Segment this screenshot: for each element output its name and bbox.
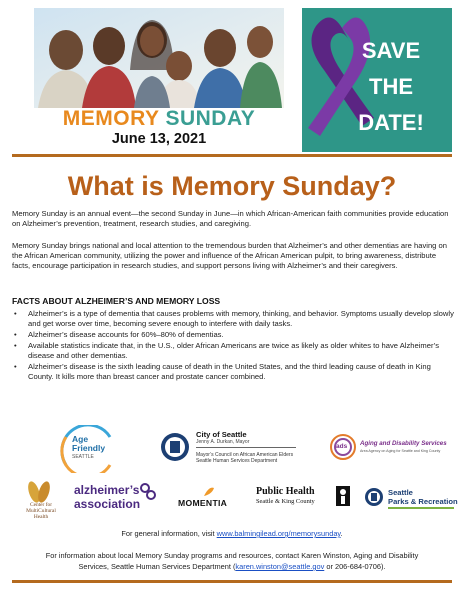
fact-item [12,330,454,340]
save-the-date-box [302,8,452,152]
public-health-line2: Seattle & King County [256,498,315,505]
save-line-2: THE [369,74,413,99]
local-info-prefix: Services, Seattle Human Services Department ( [78,562,236,571]
event-title [28,107,290,131]
alz-puzzle-icon [140,482,156,502]
family-photo [34,8,284,108]
age-friendly-logo [58,425,118,473]
parks-underline [388,507,454,509]
public-health-logo [256,486,352,514]
general-info-prefix: For general information, visit [121,529,217,538]
age-friendly-line3: SEATTLE [72,454,94,460]
ads-abbr: ads [336,443,348,450]
parks-line2: Parks & Recreation [388,497,458,506]
intro-paragraph: Memory Sunday is an annual event—the second Sunday in June—in which African-American faith communities provide education on Alzheimer’s prevention, treatment, research studies, and caregiving. [12,209,449,229]
header [0,0,464,152]
city-of-seattle-logo [160,430,294,472]
general-info [12,529,452,540]
bottom-divider [12,580,452,583]
public-health-line1: Public Health [256,486,315,497]
general-info-suffix: . [340,529,343,538]
local-info-suffix: or 206-684-0706). [324,562,386,571]
ads-title: Aging and Disability Services [360,440,447,447]
top-divider [12,154,452,157]
local-info-line2 [12,562,452,573]
contact-email-link[interactable]: karen.winston@seattle.gov [235,562,325,571]
fact-text: Alzheimer’s is a type of dementia that causes problems with memory, thinking, and behavior. Symptoms usually develop slowly and get worse over time, becoming severe enough to interfere with daily tasks. [28,309,454,328]
public-health-figure-icon [336,486,350,506]
bullet: • [14,330,17,339]
multicultural-health-logo [14,478,66,522]
event-date: June 13, 2021 [111,131,207,147]
event-title-word1: MEMORY [62,107,160,130]
multicultural-figures-icon [24,478,54,504]
fact-text: Alzheimer’s disease is the sixth leading cause of death in the United States, and the third leading cause of death in King County. It kills more than breast cancer and prostate cancer combined. [28,362,431,381]
save-line-1: SAVE [361,38,421,63]
facts-list [12,309,454,383]
city-divider [196,447,296,448]
multicultural-line1: Center for [29,502,52,508]
multicultural-line2: MultiCultural [26,508,56,514]
parks-recreation-logo [364,487,456,515]
facts-heading: FACTS ABOUT ALZHEIMER’S AND MEMORY LOSS [12,296,221,306]
ads-logo [330,434,450,464]
city-line2: Seattle Human Services Department [196,458,278,464]
bullet: • [14,362,17,371]
fact-item [12,362,454,382]
city-subtitle: Jenny A. Durkan, Mayor [196,439,250,445]
bullet: • [14,341,17,350]
multicultural-line3: Health [33,514,49,520]
alz-line2: association [74,497,141,511]
alz-line1: alzheimer’s [74,483,140,497]
momentia-logo [178,486,240,512]
ads-subtitle: Area Agency on Aging for Seattle and King County [360,449,441,453]
age-friendly-line1: Age [72,434,89,444]
alzheimers-association-logo [74,482,170,518]
city-line1: Mayor’s Council on African American Elders [196,452,294,458]
general-info-link[interactable]: www.balmingilead.org/memorysunday [216,529,341,538]
momentia-name: MOMENTIA [178,498,228,508]
save-line-3: DATE! [358,110,424,135]
fact-text: Alzheimer’s disease accounts for 60%–80% of dementias. [28,330,224,339]
local-info-line1: For information about local Memory Sunday programs and resources, contact Karen Winston, Aging and Disability [45,551,419,560]
bullet: • [14,309,17,318]
seattle-seal-icon [160,432,190,462]
fact-text: Available statistics indicate that, in the U.S., older African Americans are twice as likely as older whites to have Alzheimer’s disease and other dementias. [28,341,440,360]
momentia-leaf-icon [202,486,216,498]
event-title-word2: SUNDAY [165,107,256,130]
second-paragraph: Memory Sunday brings national and local attention to the tremendous burden that Alzheimer’s and other dementias are having on the African American community, utilizing the power and influence of the African American pulpit, to bring awareness, distribute facts, encourage participation in research studies, and support persons living with Alzheimer’s and their caregivers. [12,241,447,271]
main-heading: What is Memory Sunday? [67,171,397,201]
fact-item [12,341,454,361]
city-title: City of Seattle [196,430,247,439]
fact-item [12,309,454,329]
age-friendly-line2: Friendly [72,443,106,453]
parks-line1: Seattle [388,488,413,497]
parks-seal-icon [364,487,384,507]
